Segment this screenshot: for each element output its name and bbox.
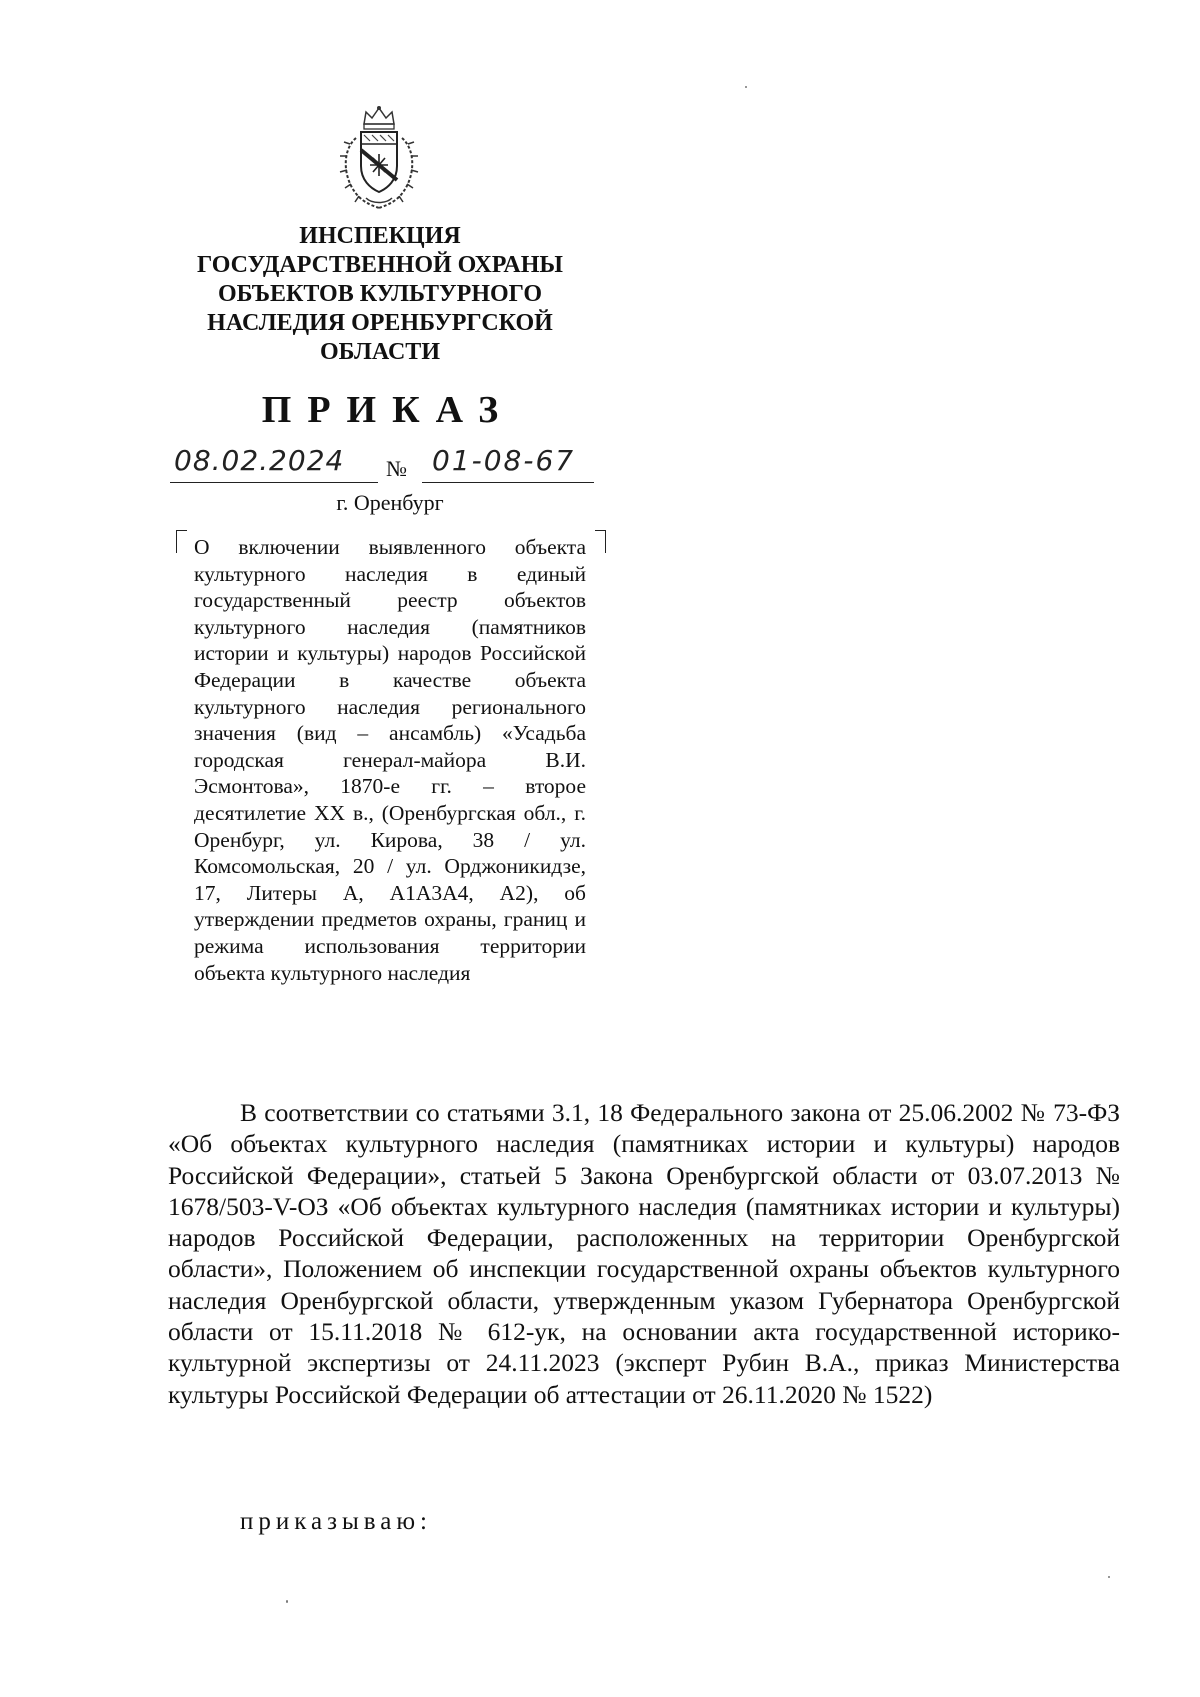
scan-speck <box>1108 1576 1110 1578</box>
org-line-5: ОБЛАСТИ <box>320 339 440 365</box>
number-sign: № <box>386 456 407 481</box>
org-line-2: ГОСУДАРСТВЕННОЙ ОХРАНЫ <box>197 252 563 278</box>
document-city: г. Оренбург <box>336 490 444 515</box>
org-line-4: НАСЛЕДИЯ ОРЕНБУРГСКОЙ <box>207 310 553 336</box>
coat-of-arms-icon <box>336 104 422 212</box>
date-number-line <box>170 444 590 484</box>
org-line-3: ОБЪЕКТОВ КУЛЬТУРНОГО <box>217 281 543 307</box>
bracket-left <box>176 530 187 553</box>
date-underline <box>170 482 378 483</box>
scan-speck <box>286 1600 288 1603</box>
document-date: 08.02.2024 <box>174 444 345 477</box>
subject-text: О включении выявленного объекта культурного наследия в единый государственный реестр объектов культурного наследия (памятников истории и культуры) народов Российской Федерации в качестве объекта культурного наследия регионального значения (вид – ансамбль) «Усадьба городская генерал-майора В.И. Эсмонтова», 1870-е гг. – второе десятилетие XX в., (Оренбургская обл., г. Оренбург, ул. Кирова, 38 / ул. Комсомольская, 20 / ул. Орджоникидзе, 17, Литеры А, А1А3А4, А2), об утверждении предметов охраны, границ и режима использования территории объекта культурного наследия <box>194 535 586 985</box>
bracket-right <box>595 530 606 553</box>
org-line-1: ИНСПЕКЦИЯ <box>299 223 461 249</box>
body-paragraph: В соответствии со статьями 3.1, 18 Федерального закона от 25.06.2002 № 73-ФЗ «Об объектах культурного наследия (памятниках истории и культуры) народов Российской Федерации», статьей 5 Закона Оренбургской области от 03.07.2013 № 1678/503-V-ОЗ «Об объектах культурного наследия (памятниках истории и культуры) народов Российской Федерации, расположенных на территории Оренбургской области», Положением об инспекции государственной охраны объектов культурного наследия Оренбургской области, утвержденным указом Губернатора Оренбургской области от 15.11.2018 № 612-ук, на основании акта государственной историко-культурной экспертизы от 24.11.2023 (эксперт Рубин В.А., приказ Министерства культуры Российской Федерации об аттестации от 26.11.2020 № 1522) <box>168 1098 1120 1409</box>
organization-header <box>150 222 610 367</box>
scan-speck <box>745 86 747 88</box>
decree-word: приказываю: <box>240 1508 432 1535</box>
document-number: 01-08-67 <box>432 444 576 477</box>
subject-block <box>176 524 606 1054</box>
number-underline <box>422 482 594 483</box>
document-type-title: ПРИКАЗ <box>261 389 515 431</box>
